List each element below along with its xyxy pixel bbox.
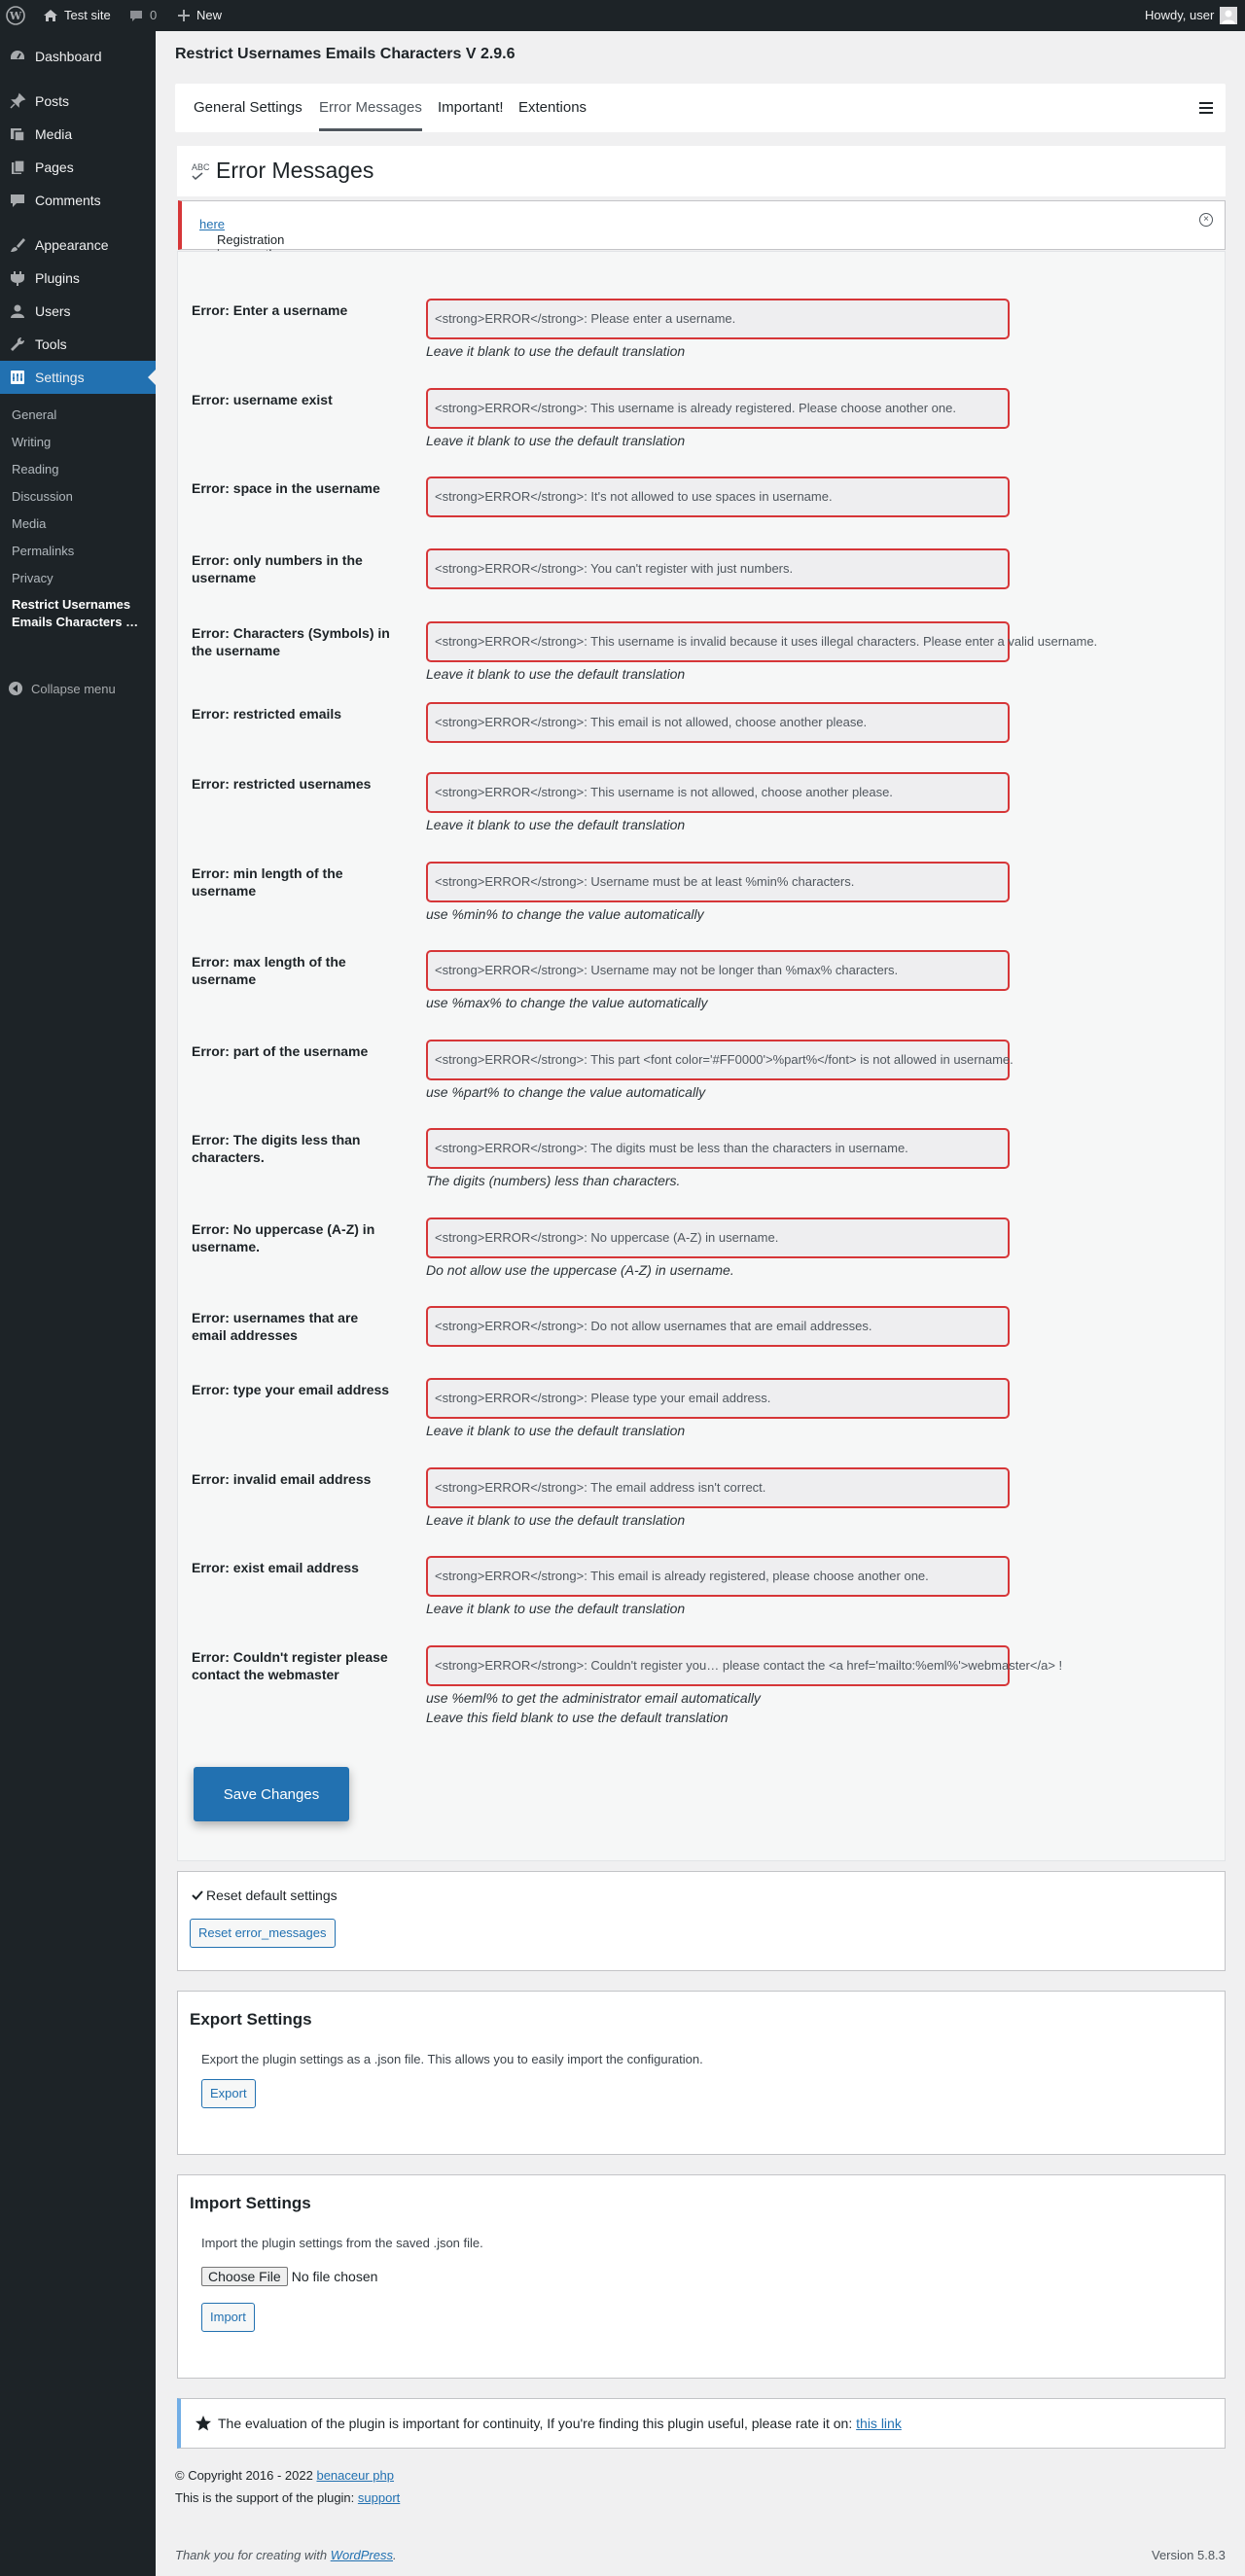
error-setting-description: Leave it blank to use the default translation (426, 343, 686, 359)
submenu-item-restrict-usernames[interactable]: Restrict Usernames Emails Characters … (12, 597, 139, 629)
rate-notice (177, 2398, 1226, 2449)
error-setting-label: Error: Enter a username (192, 302, 348, 318)
support-text: This is the support of the plugin: (175, 2490, 355, 2505)
menu-item-plugins[interactable] (0, 262, 156, 295)
reset-error-messages-button[interactable]: Reset error_messages (190, 1919, 336, 1948)
site-name-link[interactable] (43, 0, 111, 31)
user-icon (0, 302, 35, 320)
notice-text: Registration (217, 232, 285, 247)
dismiss-notice-icon[interactable]: × (1199, 213, 1213, 227)
import-description: Import the plugin settings from the saved .json file. (201, 2236, 483, 2250)
submenu-item-discussion[interactable]: Discussion (12, 489, 73, 504)
export-description: Export the plugin settings as a .json file. This allows you to easily import the configuration. (201, 2052, 703, 2066)
collapse-icon (8, 681, 23, 696)
save-changes-button[interactable]: Save Changes (194, 1767, 349, 1821)
home-icon (43, 8, 58, 23)
notice-text-wrap (199, 217, 285, 247)
submenu-item-media[interactable]: Media (12, 516, 47, 531)
reset-panel (177, 1871, 1226, 1971)
notice-open-link[interactable]: here (199, 217, 226, 231)
error-setting-label: Error: part of the username (192, 1043, 369, 1059)
page-title: Restrict Usernames Emails Characters V 2.9.6 (175, 46, 516, 62)
submenu-item-permalinks[interactable]: Permalinks (12, 544, 75, 558)
error-setting-description: Leave it blank to use the default translation (426, 1423, 686, 1438)
error-setting-label: Error: exist email address (192, 1560, 359, 1575)
my-account-link[interactable] (1145, 0, 1237, 31)
error-message-input[interactable]: <strong>ERROR</strong>: This username is invalid because it uses illegal characters. Please enter a valid username. (426, 621, 1010, 662)
menu-item-label: Media (35, 126, 73, 142)
tab-important[interactable]: Important! (438, 99, 504, 116)
copyright-line (175, 2468, 394, 2483)
error-setting-label: Error: usernames that are email addresses (192, 1310, 359, 1343)
footer-thanks: Thank you for creating with WordPress. (175, 2548, 397, 2562)
brush-icon (0, 236, 35, 254)
menu-item-label: Posts (35, 93, 70, 109)
wrench-icon (0, 335, 35, 353)
comment-icon (0, 192, 35, 209)
menu-item-label: Comments (35, 193, 101, 208)
wordpress-logo-icon[interactable] (6, 0, 25, 31)
error-setting-description: Leave it blank to use the default translation (426, 1601, 686, 1616)
menu-item-label: Plugins (35, 270, 80, 286)
menu-item-label: Settings (35, 370, 85, 385)
support-line (175, 2490, 400, 2505)
new-content-link[interactable] (177, 0, 222, 31)
site-name: Test site (64, 8, 111, 22)
choose-file-button[interactable]: Choose File (201, 2267, 288, 2286)
error-setting-description: Leave it blank to use the default translation (426, 433, 686, 448)
error-setting-description: use %part% to change the value automatically (426, 1084, 706, 1100)
avatar (1220, 7, 1237, 24)
active-tab-indicator (319, 128, 422, 131)
export-button[interactable]: Export (201, 2079, 256, 2108)
menu-item-comments[interactable] (0, 184, 156, 217)
error-setting-description: Do not allow use the uppercase (A-Z) in username. (426, 1262, 734, 1278)
registration-closed-notice (178, 200, 1226, 250)
tab-general-settings[interactable]: General Settings (194, 99, 302, 116)
section-title: Error Messages (216, 158, 374, 183)
menu-item-pages[interactable] (0, 151, 156, 184)
error-message-input[interactable]: <strong>ERROR</strong>: The digits must be less than the characters in username. (426, 1128, 1010, 1169)
error-setting-label: Error: space in the username (192, 480, 380, 496)
menu-item-label: Pages (35, 159, 74, 175)
error-setting-label: Error: type your email address (192, 1382, 390, 1397)
star-icon (195, 2415, 212, 2432)
error-setting-label: Error: restricted emails (192, 706, 342, 722)
rate-text-wrap (218, 2416, 902, 2431)
rate-link[interactable]: this link (856, 2416, 902, 2431)
tab-error-messages[interactable]: Error Messages (319, 99, 422, 116)
error-setting-label: Error: max length of the username (192, 954, 346, 987)
hamburger-menu-icon[interactable] (1199, 102, 1213, 117)
menu-item-settings[interactable] (0, 361, 156, 394)
admin-bar (0, 0, 1245, 31)
collapse-menu-button[interactable] (8, 681, 116, 696)
pages-icon (0, 159, 35, 176)
menu-item-dashboard[interactable] (0, 40, 156, 73)
error-setting-description: Leave it blank to use the default translation (426, 817, 686, 832)
error-message-input[interactable]: <strong>ERROR</strong>: This email is not allowed, choose another please. (426, 702, 1010, 743)
wordpress-link[interactable]: WordPress (330, 2548, 393, 2562)
import-title: Import Settings (190, 2194, 311, 2212)
menu-item-users[interactable] (0, 295, 156, 328)
error-message-input[interactable]: <strong>ERROR</strong>: This part <font color='#FF0000'>%part%</font> is not allowed in username. (426, 1040, 1010, 1080)
menu-item-label: Dashboard (35, 49, 102, 64)
menu-item-label: Tools (35, 336, 67, 352)
submenu-item-privacy[interactable]: Privacy (12, 571, 53, 585)
admin-menu (0, 31, 156, 2576)
error-setting-label: Error: Characters (Symbols) in the username (192, 625, 390, 658)
copyright-text: © Copyright 2016 - 2022 (175, 2468, 313, 2483)
plug-icon (0, 269, 35, 287)
error-messages-form (177, 251, 1226, 1861)
file-input[interactable] (201, 2267, 377, 2286)
error-setting-description: Leave this field blank to use the default translation (426, 1710, 729, 1725)
error-message-input[interactable]: <strong>ERROR</strong>: The email address isn't correct. (426, 1467, 1010, 1508)
comment-icon (128, 8, 144, 23)
menu-item-posts[interactable] (0, 85, 156, 118)
import-button[interactable]: Import (201, 2303, 255, 2332)
wordpress-version: Version 5.8.3 (1152, 2548, 1226, 2562)
pin-icon (0, 92, 35, 110)
error-message-input[interactable]: <strong>ERROR</strong>: Couldn't register you… please contact the <a href='mailto:%eml%'>webmaster</a> ! (426, 1645, 1010, 1686)
error-setting-label: Error: username exist (192, 392, 333, 407)
error-setting-description: The digits (numbers) less than characters. (426, 1173, 681, 1188)
error-setting-label: Error: No uppercase (A-Z) in username. (192, 1221, 375, 1254)
error-message-input[interactable]: <strong>ERROR</strong>: Please enter a username. (426, 299, 1010, 339)
submenu-item-reading[interactable]: Reading (12, 462, 59, 476)
error-message-input[interactable]: <strong>ERROR</strong>: Please type your email address. (426, 1378, 1010, 1419)
author-link[interactable]: benaceur php (316, 2468, 394, 2483)
error-message-input[interactable]: <strong>ERROR</strong>: This email is already registered, please choose another one. (426, 1556, 1010, 1597)
error-setting-label: Error: Couldn't register please contact the webmaster (192, 1649, 388, 1682)
menu-item-media[interactable] (0, 118, 156, 151)
reset-default-label: Reset default settings (206, 1888, 338, 1903)
rate-text: The evaluation of the plugin is important for continuity, If you're finding this plugin useful, please rate it on: (218, 2416, 853, 2431)
support-link[interactable]: support (357, 2490, 401, 2505)
error-message-input[interactable]: <strong>ERROR</strong>: You can't register with just numbers. (426, 548, 1010, 589)
error-setting-label: Error: invalid email address (192, 1471, 372, 1487)
error-message-input[interactable]: <strong>ERROR</strong>: This username is already registered. Please choose another one. (426, 388, 1010, 429)
no-file-text: No file chosen (291, 2269, 378, 2284)
collapse-label: Collapse menu (31, 681, 116, 696)
checkmark-icon (192, 1889, 203, 1901)
tab-extentions[interactable]: Extentions (518, 99, 587, 116)
error-setting-description: use %max% to change the value automatically (426, 995, 708, 1010)
error-setting-label: Error: The digits less than characters. (192, 1132, 361, 1165)
svg-text:W: W (9, 10, 22, 22)
spellcheck-icon-text: ABC (192, 162, 210, 172)
error-message-input[interactable]: <strong>ERROR</strong>: This username is not allowed, choose another please. (426, 772, 1010, 813)
section-header (177, 146, 1226, 196)
submenu-item-general[interactable]: General (12, 407, 57, 422)
error-setting-description: Leave it blank to use the default translation (426, 666, 686, 682)
error-message-input[interactable]: <strong>ERROR</strong>: It's not allowed to use spaces in username. (426, 476, 1010, 517)
import-panel (177, 2174, 1226, 2379)
error-message-input[interactable]: <strong>ERROR</strong>: Username must be at least %min% characters. (426, 862, 1010, 902)
menu-item-appearance[interactable] (0, 229, 156, 262)
menu-item-label: Users (35, 303, 71, 319)
howdy-text: Howdy, user (1145, 8, 1215, 22)
submenu-item-writing[interactable]: Writing (12, 435, 52, 449)
comments-count: 0 (150, 8, 158, 22)
media-icon (0, 125, 35, 143)
error-setting-description: use %min% to change the value automatically (426, 906, 704, 922)
spellcheck-icon (192, 162, 210, 180)
thanks-text: Thank you for creating with (175, 2548, 328, 2562)
error-setting-description: use %eml% to get the administrator email automatically (426, 1690, 761, 1706)
error-setting-label: Error: min length of the username (192, 865, 343, 899)
menu-item-label: Appearance (35, 237, 109, 253)
settings-icon (0, 369, 35, 386)
settings-tabs (175, 84, 1226, 132)
error-setting-description: Leave it blank to use the default translation (426, 1512, 686, 1528)
menu-item-tools[interactable] (0, 328, 156, 361)
export-panel (177, 1991, 1226, 2155)
error-message-input[interactable]: <strong>ERROR</strong>: Do not allow usernames that are email addresses. (426, 1306, 1010, 1347)
error-message-input[interactable]: <strong>ERROR</strong>: No uppercase (A-Z) in username. (426, 1217, 1010, 1258)
plus-icon (177, 9, 191, 22)
reset-default-toggle[interactable] (192, 1888, 338, 1903)
dashboard-icon (0, 48, 35, 65)
export-title: Export Settings (190, 2010, 312, 2029)
comments-link[interactable] (128, 0, 157, 31)
error-message-input[interactable]: <strong>ERROR</strong>: Username may not be longer than %max% characters. (426, 950, 1010, 991)
error-setting-label: Error: only numbers in the username (192, 552, 363, 585)
error-setting-label: Error: restricted usernames (192, 776, 372, 792)
new-label: New (196, 8, 223, 22)
